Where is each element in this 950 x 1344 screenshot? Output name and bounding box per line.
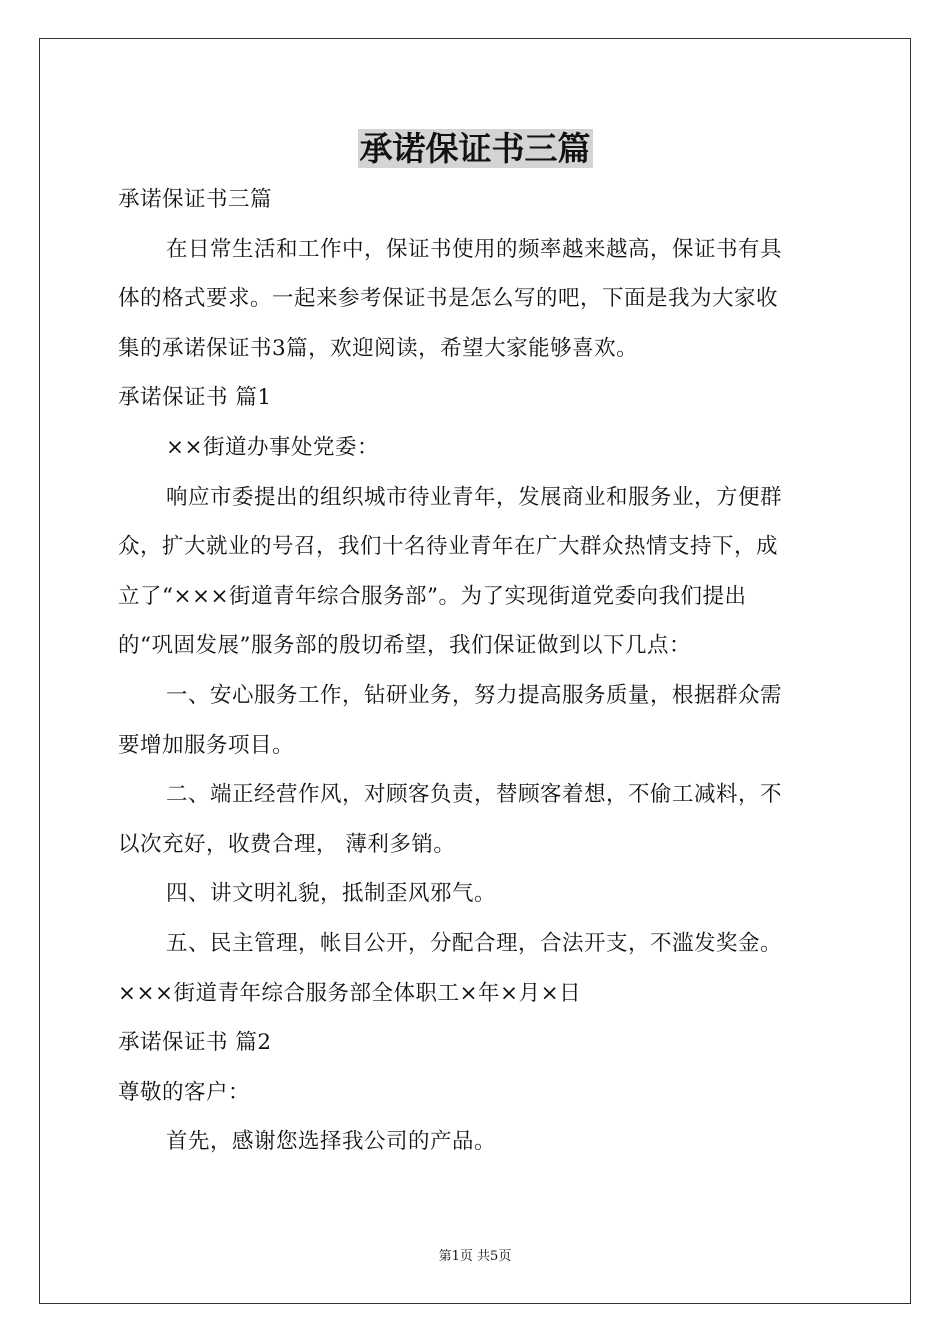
paragraph-line: 四、讲文明礼貌，抵制歪风邪气。: [166, 881, 497, 907]
paragraph-line: 以次充好，收费合理， 薄利多销。: [118, 831, 456, 857]
subtitle-line: 承诺保证书三篇: [118, 187, 273, 212]
page-footer: 第1页 共5页: [438, 1249, 512, 1264]
salutation-line: 尊敬的客户：: [118, 1079, 251, 1105]
paragraph-line: 二、端正经营作风，对顾客负责，替顾客着想，不偷工减料，不: [166, 782, 783, 808]
paragraph-line: 一、安心服务工作，钻研业务，努力提高服务质量，根据群众需: [166, 682, 783, 708]
document-title-text: 承诺保证书三篇: [359, 129, 591, 168]
paragraph-line: 在日常生活和工作中，保证书使用的频率越来越高，保证书有具: [166, 236, 783, 262]
paragraph-line: 的“巩固发展”服务部的殷切希望，我们保证做到以下几点：: [118, 633, 691, 659]
paragraph-line: 五、民主管理，帐目公开，分配合理，合法开支，不滥发奖金。: [166, 930, 783, 956]
document-title: [0, 128, 950, 170]
paragraph-line: 首先，感谢您选择我公司的产品。: [166, 1129, 497, 1155]
section-heading: 承诺保证书 篇1: [118, 385, 272, 411]
paragraph-line: 体的格式要求。一起来参考保证书是怎么写的吧，下面是我为大家收: [118, 286, 779, 312]
paragraph-line: 要增加服务项目。: [118, 732, 295, 758]
paragraph-line: 集的承诺保证书3篇，欢迎阅读，希望大家能够喜欢。: [118, 335, 639, 361]
paragraph-line: 立了“×××街道青年综合服务部”。为了实现街道党委向我们提出: [118, 583, 747, 609]
paragraph-line: 众，扩大就业的号召，我们十名待业青年在广大群众热情支持下，成: [118, 534, 779, 560]
salutation-line: ××街道办事处党委：: [166, 434, 380, 460]
document-body: [118, 175, 834, 1167]
paragraph-line: 响应市委提出的组织城市待业青年，发展商业和服务业，方便群: [166, 484, 783, 510]
section-heading: 承诺保证书 篇2: [118, 1030, 272, 1056]
signature-line: ×××街道青年综合服务部全体职工×年×月×日: [118, 980, 582, 1006]
